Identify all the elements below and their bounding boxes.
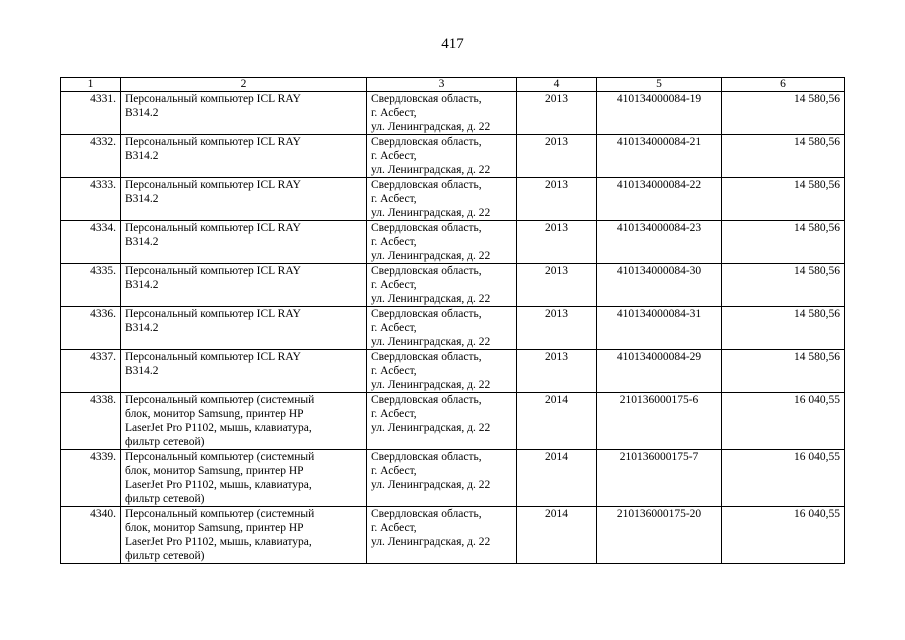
cost-cell: 14 580,56 (722, 221, 845, 264)
address-cell-line: ул. Ленинградская, д. 22 (371, 536, 491, 548)
inventory-number-cell: 410134000084-19 (597, 92, 722, 135)
address-cell-line: г. Асбест, (371, 465, 417, 477)
column-header: 3 (367, 78, 517, 92)
address-cell-line: г. Асбест, (371, 365, 417, 377)
address-cell-line: г. Асбест, (371, 522, 417, 534)
address-cell (367, 264, 517, 307)
row-number-cell: 4339. (61, 450, 121, 507)
table-row (61, 135, 845, 178)
address-cell-line: Свердловская область, (371, 351, 482, 363)
address-cell-line: ул. Ленинградская, д. 22 (371, 164, 491, 176)
row-number-cell: 4337. (61, 350, 121, 393)
item-name-cell-line: Персональный компьютер (системный (125, 508, 315, 520)
cost-cell: 14 580,56 (722, 307, 845, 350)
address-cell-line: г. Асбест, (371, 150, 417, 162)
address-cell-line: г. Асбест, (371, 322, 417, 334)
item-name-cell-line: Персональный компьютер ICL RAY (125, 308, 301, 320)
inventory-number-cell: 410134000084-22 (597, 178, 722, 221)
item-name-cell (121, 264, 367, 307)
item-name-cell-line: блок, монитор Samsung, принтер HP (125, 408, 304, 420)
address-cell-line: ул. Ленинградская, д. 22 (371, 293, 491, 305)
item-name-cell (121, 178, 367, 221)
inventory-number-cell: 210136000175-6 (597, 393, 722, 450)
item-name-cell-line: B314.2 (125, 365, 159, 377)
item-name-cell-line: LaserJet Pro P1102, мышь, клавиатура, (125, 479, 312, 491)
cost-cell: 16 040,55 (722, 450, 845, 507)
address-cell-line: Свердловская область, (371, 179, 482, 191)
cost-cell: 14 580,56 (722, 264, 845, 307)
address-cell-line: Свердловская область, (371, 451, 482, 463)
address-cell-line: ул. Ленинградская, д. 22 (371, 207, 491, 219)
cost-cell: 14 580,56 (722, 92, 845, 135)
address-cell-line: Свердловская область, (371, 394, 482, 406)
inventory-number-cell: 410134000084-23 (597, 221, 722, 264)
address-cell-line: ул. Ленинградская, д. 22 (371, 336, 491, 348)
cost-cell: 14 580,56 (722, 135, 845, 178)
item-name-cell (121, 135, 367, 178)
inventory-number-cell: 410134000084-30 (597, 264, 722, 307)
address-cell (367, 393, 517, 450)
year-cell: 2013 (517, 178, 597, 221)
item-name-cell-line: LaserJet Pro P1102, мышь, клавиатура, (125, 536, 312, 548)
inventory-number-cell: 410134000084-31 (597, 307, 722, 350)
address-cell (367, 507, 517, 564)
table-row (61, 92, 845, 135)
item-name-cell-line: Персональный компьютер ICL RAY (125, 351, 301, 363)
address-cell-line: Свердловская область, (371, 265, 482, 277)
year-cell: 2013 (517, 264, 597, 307)
item-name-cell-line: B314.2 (125, 236, 159, 248)
item-name-cell-line: Персональный компьютер ICL RAY (125, 93, 301, 105)
year-cell: 2013 (517, 221, 597, 264)
item-name-cell-line: LaserJet Pro P1102, мышь, клавиатура, (125, 422, 312, 434)
inventory-number-cell: 410134000084-29 (597, 350, 722, 393)
table-row (61, 393, 845, 450)
year-cell: 2014 (517, 507, 597, 564)
registry-table (60, 77, 845, 564)
year-cell: 2013 (517, 92, 597, 135)
cost-cell: 14 580,56 (722, 178, 845, 221)
row-number-cell: 4333. (61, 178, 121, 221)
address-cell-line: Свердловская область, (371, 222, 482, 234)
address-cell-line: ул. Ленинградская, д. 22 (371, 121, 491, 133)
item-name-cell-line: фильтр сетевой) (125, 436, 205, 448)
item-name-cell-line: блок, монитор Samsung, принтер HP (125, 522, 304, 534)
address-cell (367, 178, 517, 221)
column-header: 4 (517, 78, 597, 92)
item-name-cell-line: Персональный компьютер (системный (125, 394, 315, 406)
column-header: 6 (722, 78, 845, 92)
page-number: 417 (441, 36, 464, 52)
item-name-cell-line: Персональный компьютер ICL RAY (125, 179, 301, 191)
column-header: 5 (597, 78, 722, 92)
header-row (61, 78, 845, 92)
row-number-cell: 4336. (61, 307, 121, 350)
table-row (61, 450, 845, 507)
address-cell (367, 92, 517, 135)
address-cell (367, 350, 517, 393)
table-row (61, 307, 845, 350)
row-number-cell: 4340. (61, 507, 121, 564)
address-cell-line: г. Асбест, (371, 193, 417, 205)
address-cell-line: г. Асбест, (371, 279, 417, 291)
row-number-cell: 4338. (61, 393, 121, 450)
item-name-cell (121, 307, 367, 350)
address-cell-line: ул. Ленинградская, д. 22 (371, 250, 491, 262)
item-name-cell-line: Персональный компьютер (системный (125, 451, 315, 463)
item-name-cell (121, 350, 367, 393)
item-name-cell (121, 450, 367, 507)
address-cell-line: ул. Ленинградская, д. 22 (371, 379, 491, 391)
year-cell: 2014 (517, 393, 597, 450)
address-cell-line: Свердловская область, (371, 93, 482, 105)
address-cell-line: ул. Ленинградская, д. 22 (371, 479, 491, 491)
address-cell-line: Свердловская область, (371, 508, 482, 520)
item-name-cell-line: B314.2 (125, 193, 159, 205)
cost-cell: 16 040,55 (722, 393, 845, 450)
item-name-cell (121, 92, 367, 135)
item-name-cell-line: B314.2 (125, 279, 159, 291)
item-name-cell-line: блок, монитор Samsung, принтер HP (125, 465, 304, 477)
cost-cell: 16 040,55 (722, 507, 845, 564)
table-row (61, 507, 845, 564)
year-cell: 2013 (517, 350, 597, 393)
cost-cell: 14 580,56 (722, 350, 845, 393)
address-cell-line: Свердловская область, (371, 308, 482, 320)
year-cell: 2013 (517, 307, 597, 350)
item-name-cell (121, 507, 367, 564)
item-name-cell-line: B314.2 (125, 150, 159, 162)
row-number-cell: 4332. (61, 135, 121, 178)
address-cell (367, 450, 517, 507)
item-name-cell-line: Персональный компьютер ICL RAY (125, 222, 301, 234)
column-header: 1 (61, 78, 121, 92)
item-name-cell-line: Персональный компьютер ICL RAY (125, 136, 301, 148)
address-cell (367, 221, 517, 264)
year-cell: 2013 (517, 135, 597, 178)
inventory-number-cell: 210136000175-20 (597, 507, 722, 564)
row-number-cell: 4335. (61, 264, 121, 307)
address-cell (367, 307, 517, 350)
row-number-cell: 4331. (61, 92, 121, 135)
item-name-cell-line: B314.2 (125, 322, 159, 334)
address-cell-line: г. Асбест, (371, 408, 417, 420)
item-name-cell-line: Персональный компьютер ICL RAY (125, 265, 301, 277)
year-cell: 2014 (517, 450, 597, 507)
item-name-cell (121, 221, 367, 264)
column-header: 2 (121, 78, 367, 92)
item-name-cell-line: B314.2 (125, 107, 159, 119)
item-name-cell-line: фильтр сетевой) (125, 493, 205, 505)
address-cell-line: г. Асбест, (371, 236, 417, 248)
table-row (61, 221, 845, 264)
address-cell-line: г. Асбест, (371, 107, 417, 119)
row-number-cell: 4334. (61, 221, 121, 264)
address-cell-line: ул. Ленинградская, д. 22 (371, 422, 491, 434)
table-row (61, 350, 845, 393)
table-row (61, 264, 845, 307)
address-cell-line: Свердловская область, (371, 136, 482, 148)
item-name-cell (121, 393, 367, 450)
inventory-number-cell: 210136000175-7 (597, 450, 722, 507)
inventory-number-cell: 410134000084-21 (597, 135, 722, 178)
item-name-cell-line: фильтр сетевой) (125, 550, 205, 562)
table-row (61, 178, 845, 221)
address-cell (367, 135, 517, 178)
